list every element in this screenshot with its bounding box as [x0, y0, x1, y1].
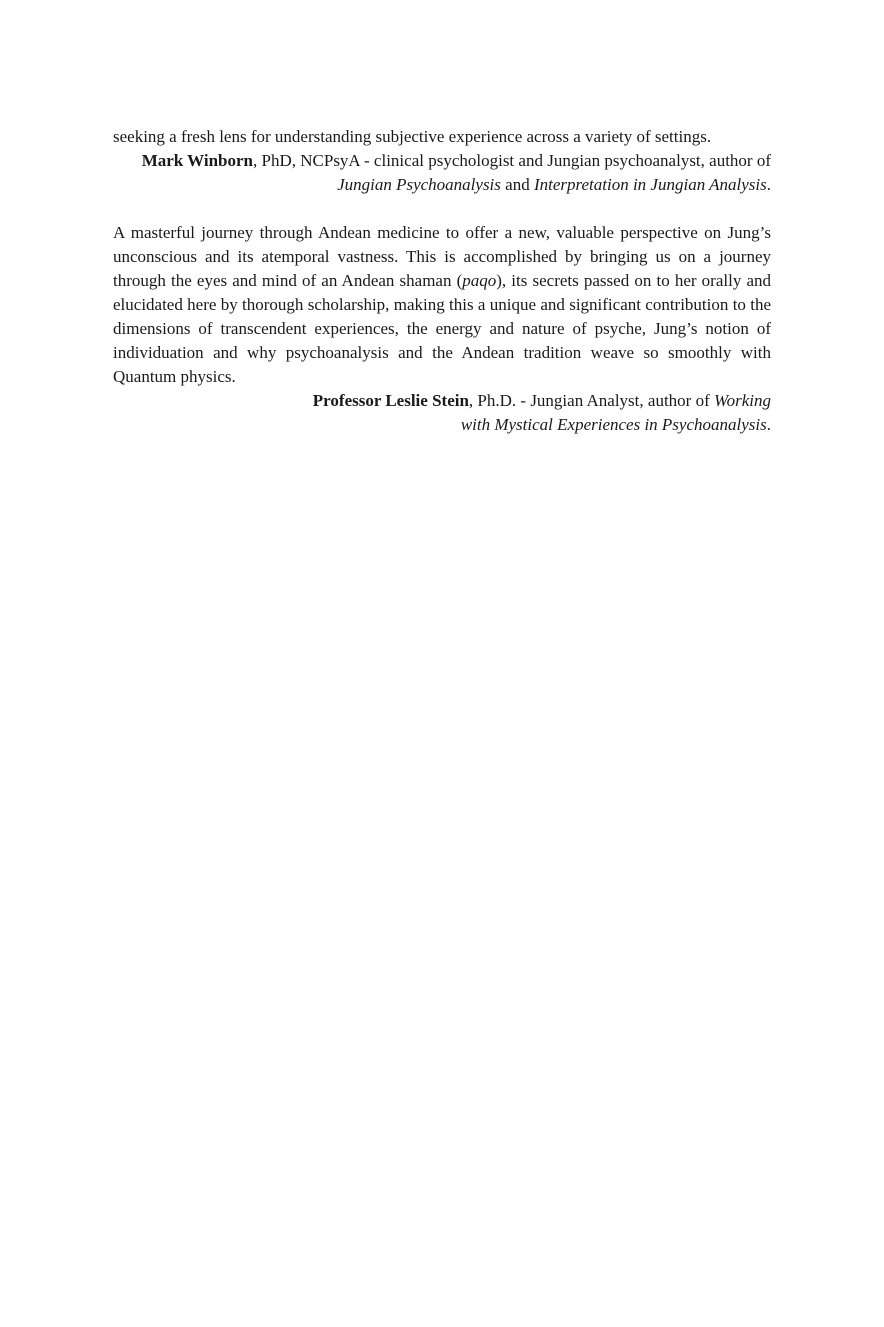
endorsement-1-credentials: , PhD, NCPsyA - clinical psychologist and Jungian psychoanalyst, author of	[253, 151, 771, 170]
endorsement-2-italic-term: paqo	[462, 271, 497, 290]
endorsements-section	[113, 125, 771, 437]
endorsement-1-text: seeking a fresh lens for understanding subjective experience across a variety of settings.	[113, 127, 712, 146]
endorsement-2-author-name: Professor Leslie Stein	[312, 391, 469, 410]
endorsement-2-book-line-2: with Mystical Experiences in Psychoanalysis	[460, 415, 767, 434]
spacer	[113, 197, 771, 221]
endorsement-2-end: .	[766, 415, 771, 434]
endorsement-1-end: .	[766, 175, 771, 194]
endorsement-2-book-line-1: Working	[714, 391, 771, 410]
endorsement-2-text-part-1: A masterful journey through Andean medicine to offer a new, valuable perspective on Jung’s unconscious and its atemporal vastness. This is accomplished by bringing us on a journey through the eyes and mind of an Andean shaman (	[113, 223, 771, 290]
endorsement-1-book-1: Jungian Psychoanalysis	[337, 175, 501, 194]
endorsement-1-connector: and	[500, 175, 534, 194]
endorsement-1-attribution	[113, 149, 771, 197]
endorsement-2-text	[113, 221, 771, 389]
endorsement-2-credentials: , Ph.D. - Jungian Analyst, author of	[468, 391, 714, 410]
endorsement-2-text-part-2: ), its secrets passed on to her orally and elucidated here by thorough scholarship, making this a unique and significant contribution to the dimensions of transcendent experiences, the energy and nature of psyche, Jung’s notion of individuation and why psychoanalysis and the Andean tradition weave so smoothly with Quantum physics.	[113, 271, 771, 386]
endorsement-2-attribution	[113, 389, 771, 437]
endorsement-1-book-2: Interpretation in Jungian Analysis	[533, 175, 767, 194]
endorsement-1-author-name: Mark Winborn	[141, 151, 254, 170]
